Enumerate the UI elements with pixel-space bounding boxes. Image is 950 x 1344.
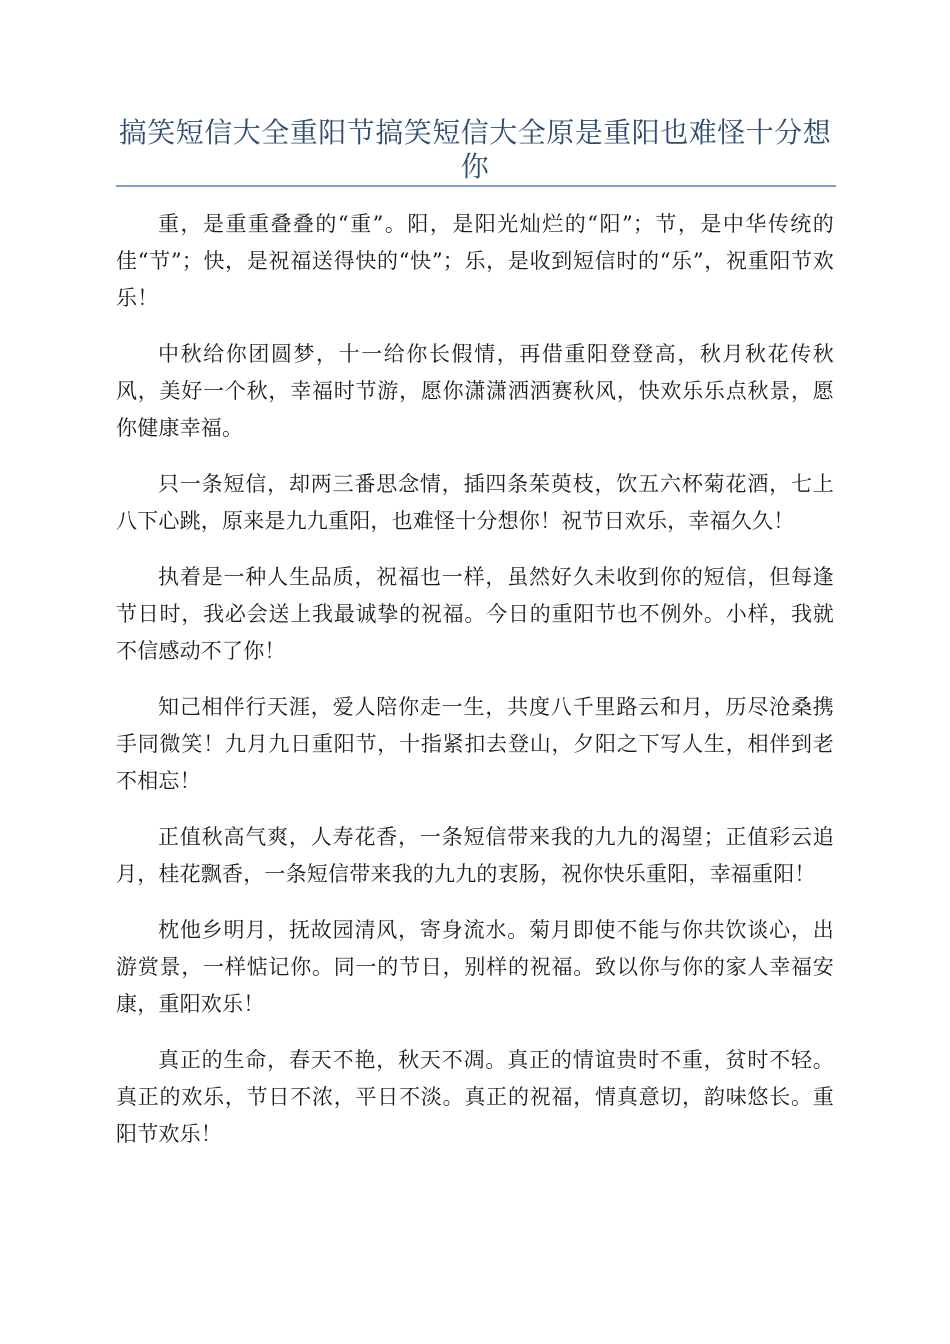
paragraph-8: 真正的生命，春天不艳，秋天不凋。真正的情谊贵时不重，贫时不轻。真正的欢乐，节日不浓，平日不淡。真正的祝福，情真意切，韵味悠长。重阳节欢乐！ [116,1048,834,1146]
paragraph-6: 正值秋高气爽，人寿花香，一条短信带来我的九九的渴望；正值彩云追月，桂花飘香，一条短信带来我的九九的衷肠，祝你快乐重阳，幸福重阳！ [116,825,834,886]
title-divider [116,185,836,187]
document-title: 搞笑短信大全重阳节搞笑短信大全原是重阳也难怪十分想你 [118,116,832,183]
paragraph-4: 执着是一种人生品质，祝福也一样，虽然好久未收到你的短信，但每逢节日时，我必会送上我最诚挚的祝福。今日的重阳节也不例外。小样，我就不信感动不了你！ [116,565,834,663]
paragraph-1: 重，是重重叠叠的“重”。阳，是阳光灿烂的“阳”；节，是中华传统的佳“节”；快，是祝福送得快的“快”；乐，是收到短信时的“乐”，祝重阳节欢乐！ [116,212,834,310]
paragraph-3: 只一条短信，却两三番思念情，插四条茱萸枝，饮五六杯菊花酒，七上八下心跳，原来是九九重阳，也难怪十分想你！祝节日欢乐，幸福久久！ [116,472,834,533]
paragraph-5: 知己相伴行天涯，爱人陪你走一生，共度八千里路云和月，历尽沧桑携手同微笑！九月九日重阳节，十指紧扣去登山，夕阳之下写人生，相伴到老不相忘！ [116,695,834,793]
paragraph-2: 中秋给你团圆梦，十一给你长假情，再借重阳登登高，秋月秋花传秋风，美好一个秋，幸福时节游，愿你潇潇洒洒赛秋风，快欢乐乐点秋景，愿你健康幸福。 [116,342,834,440]
paragraph-7: 枕他乡明月，抚故园清风，寄身流水。菊月即使不能与你共饮谈心，出游赏景，一样惦记你。同一的节日，别样的祝福。致以你与你的家人幸福安康，重阳欢乐！ [116,918,834,1016]
document-body [116,206,834,1172]
